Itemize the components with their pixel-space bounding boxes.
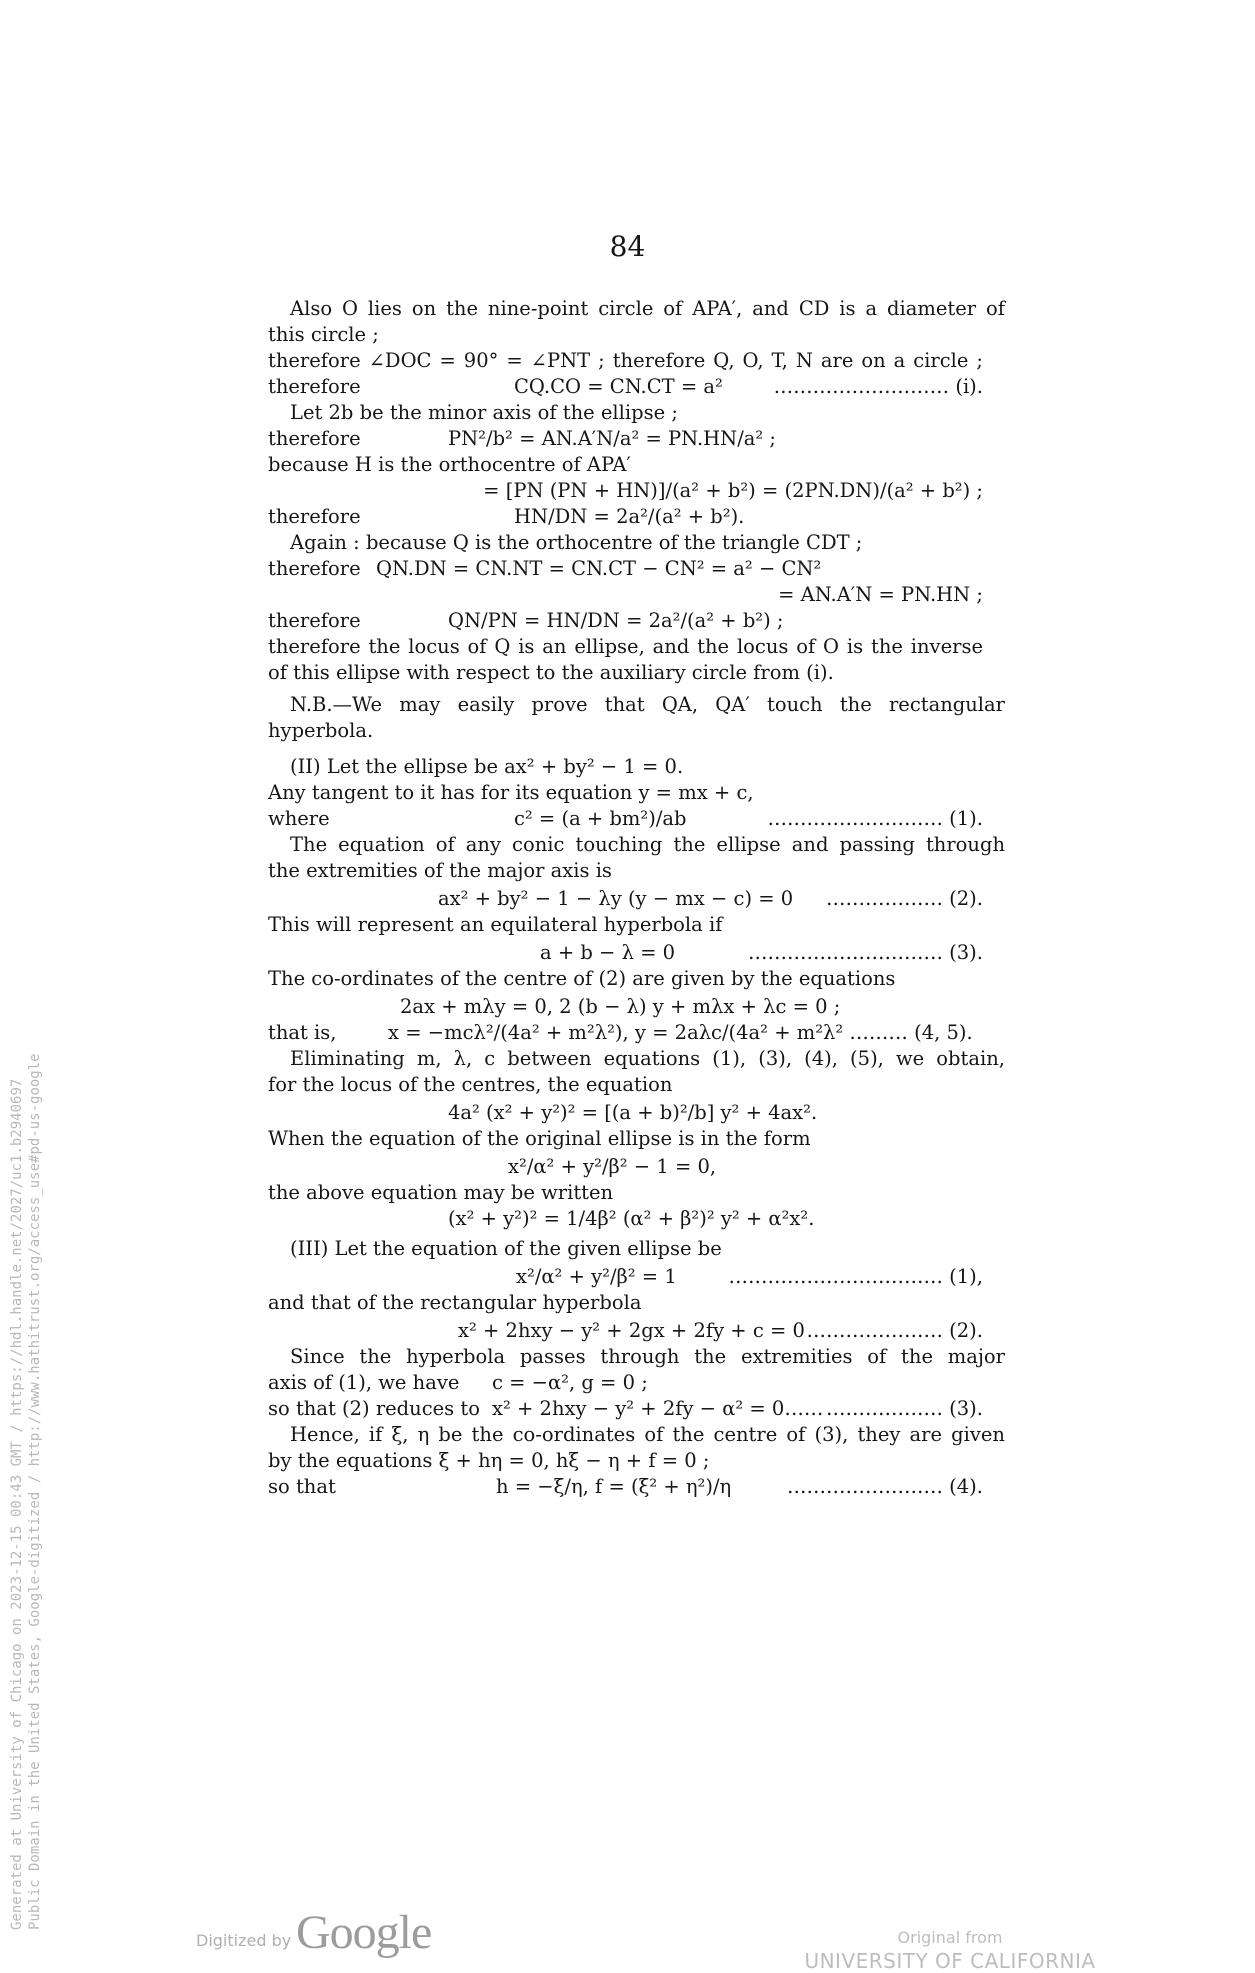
- equation: a + b − λ = 0: [540, 941, 676, 964]
- access-stamp-line-1: Generated at University of Chicago on 2023-12-15 00:43 GMT / https://hdl.handle.net/2027/uc1.b2940697: [9, 1078, 25, 1930]
- equation: QN/PN = HN/DN = 2a²/(a² + b²) ;: [448, 609, 784, 632]
- text-line: Let 2b be the minor axis of the ellipse ;: [290, 401, 678, 424]
- equation: c = −α², g = 0 ;: [492, 1371, 648, 1394]
- text-line: (II) Let the ellipse be ax² + by² − 1 = 0.: [290, 755, 684, 778]
- line-label: that is,: [268, 1021, 337, 1044]
- equation: 4a² (x² + y²)² = [(a + b)²/b] y² + 4ax².: [448, 1101, 818, 1124]
- access-stamp-line-2: Public Domain in the United States, Google-digitized / http://www.hathitrust.org/access_use#pd-us-google: [27, 1053, 43, 1930]
- line-label: so that: [268, 1475, 336, 1498]
- equation-reference: ……………… (2).: [825, 887, 983, 910]
- equation: x² + 2hxy − y² + 2gx + 2fy + c = 0: [458, 1319, 805, 1342]
- line-label: axis of (1), we have: [268, 1371, 460, 1394]
- text-line: Also O lies on the nine-point circle of APA′, and CD is a diameter of: [290, 297, 1005, 320]
- text-line: (III) Let the equation of the given ellipse be: [290, 1237, 722, 1260]
- line-label: therefore: [268, 505, 361, 528]
- equation: HN/DN = 2a²/(a² + b²).: [514, 505, 745, 528]
- equation: h = −ξ/η, f = (ξ² + η²)/η: [496, 1475, 732, 1498]
- equation-reference: ……………………… (i).: [773, 375, 983, 398]
- text-line: Hence, if ξ, η be the co-ordinates of the centre of (3), they are given: [290, 1423, 1005, 1446]
- text-line: N.B.—We may easily prove that QA, QA′ touch the rectangular: [290, 693, 1005, 716]
- google-logo: Google: [296, 1906, 432, 1959]
- equation-reference: ………………… (2).: [806, 1319, 983, 1342]
- equation: x²/α² + y²/β² = 1: [516, 1265, 677, 1288]
- text-line: of this ellipse with respect to the auxiliary circle from (i).: [268, 661, 834, 684]
- page-number: 84: [609, 230, 646, 263]
- access-stamp: [8, 1053, 44, 1930]
- line-label: therefore: [268, 427, 361, 450]
- line-label: so that (2) reduces to: [268, 1397, 480, 1420]
- equation-reference: = AN.A′N = PN.HN ;: [778, 583, 983, 606]
- equation: PN²/b² = AN.A′N/a² = PN.HN/a² ;: [448, 427, 777, 450]
- original-source-mark: [800, 1928, 1100, 1973]
- line-label: therefore: [268, 557, 361, 580]
- text-line: for the locus of the centres, the equation: [268, 1073, 673, 1096]
- original-from-label: Original from: [897, 1928, 1003, 1947]
- equation-reference: ………………………… (3).: [747, 941, 983, 964]
- university-label: UNIVERSITY OF CALIFORNIA: [804, 1949, 1096, 1973]
- text-line: Again : because Q is the orthocentre of the triangle CDT ;: [290, 531, 863, 554]
- equation: 2ax + mλy = 0, 2 (b − λ) y + mλx + λc = 0 ;: [400, 995, 841, 1018]
- equation: ax² + by² − 1 − λy (y − mx − c) = 0: [438, 887, 794, 910]
- text-line: Eliminating m, λ, c between equations (1), (3), (4), (5), we obtain,: [290, 1047, 1005, 1070]
- text-line: therefore ∠DOC = 90° = ∠PNT ; therefore Q, O, T, N are on a circle ;: [268, 349, 983, 372]
- text-line: This will represent an equilateral hyperbola if: [268, 913, 723, 936]
- equation: x²/α² + y²/β² − 1 = 0,: [508, 1155, 717, 1178]
- equation: c² = (a + bm²)/ab: [514, 807, 687, 830]
- equation-reference: …………………… (4).: [786, 1475, 983, 1498]
- text-line: the above equation may be written: [268, 1181, 614, 1204]
- line-label: therefore: [268, 375, 361, 398]
- equation: QN.DN = CN.NT = CN.CT − CN² = a² − CN²: [376, 557, 822, 580]
- text-line: The co-ordinates of the centre of (2) are given by the equations: [268, 967, 896, 990]
- equation: (x² + y²)² = 1/4β² (α² + β²)² y² + α²x².: [448, 1207, 815, 1230]
- equation: x = −mcλ²/(4a² + m²λ²), y = 2aλc/(4a² + m²λ² ……… (4, 5).: [388, 1021, 973, 1044]
- text-line: Since the hyperbola passes through the extremities of the major: [290, 1345, 1005, 1368]
- text-line: this circle ;: [268, 323, 379, 346]
- text-line: because H is the orthocentre of APA′: [268, 453, 631, 476]
- digitized-by-label: Digitized by: [196, 1931, 292, 1950]
- line-label: therefore: [268, 609, 361, 632]
- text-line: and that of the rectangular hyperbola: [268, 1291, 642, 1314]
- text-line: the extremities of the major axis is: [268, 859, 612, 882]
- text-line: therefore the locus of Q is an ellipse, and the locus of O is the inverse: [268, 635, 983, 658]
- text-line: When the equation of the original ellipse is in the form: [268, 1127, 811, 1150]
- digitized-by-google-mark: [196, 1905, 456, 1965]
- text-line: Any tangent to it has for its equation y = mx + c,: [268, 781, 754, 804]
- equation-reference: ……………………… (1).: [767, 807, 983, 830]
- equation: x² + 2hxy − y² + 2fy − α² = 0……: [492, 1397, 824, 1420]
- equation-reference: = [PN (PN + HN)]/(a² + b²) = (2PN.DN)/(a² + b²) ;: [483, 479, 983, 502]
- text-line: by the equations ξ + hη = 0, hξ − η + f = 0 ;: [268, 1449, 710, 1472]
- text-line: The equation of any conic touching the ellipse and passing through: [290, 833, 1005, 856]
- equation-reference: …………………………… (1),: [728, 1265, 983, 1288]
- line-label: where: [268, 807, 330, 830]
- equation: CQ.CO = CN.CT = a²: [514, 375, 723, 398]
- equation-reference: ……………… (3).: [825, 1397, 983, 1420]
- text-line: hyperbola.: [268, 719, 374, 742]
